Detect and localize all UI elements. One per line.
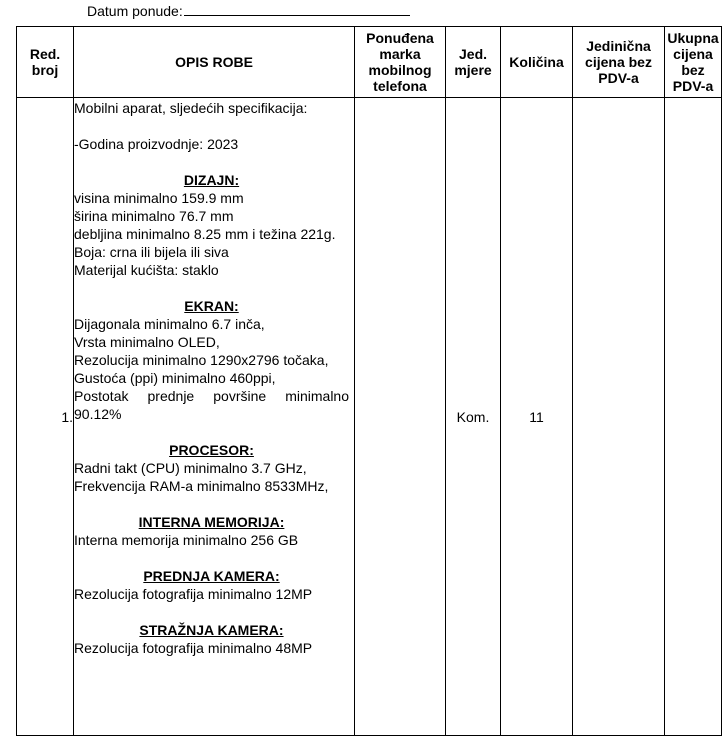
desc-line: debljina minimalno 8.25 mm i težina 221g.	[74, 226, 336, 242]
desc-line: Boja: crna ili bijela ili siva	[74, 244, 229, 260]
col-ukupna-cijena: Ukupna cijena bez PDV-a	[665, 27, 722, 98]
table-row	[17, 98, 722, 736]
cell-kolicina: 11	[501, 98, 573, 736]
section-ekran-title: EKRAN:	[184, 298, 239, 314]
col-ponudena-marka: Ponuđena marka mobilnog telefona	[355, 27, 446, 98]
section-dizajn-title: DIZAJN:	[183, 172, 240, 188]
section-prednja-kamera-title: PREDNJA KAMERA:	[143, 568, 280, 584]
cell-ukupna-cijena[interactable]	[665, 98, 722, 736]
section-straznja-kamera-title: STRAŽNJA KAMERA:	[139, 622, 284, 638]
header-row	[17, 27, 722, 98]
cell-opis-robe	[74, 98, 355, 736]
desc-line: širina minimalno 76.7 mm	[74, 208, 234, 224]
col-kolicina: Količina	[501, 27, 573, 98]
desc-line: Materijal kućišta: staklo	[74, 262, 219, 278]
desc-intro: Mobilni aparat, sljedećih specifikacija:	[74, 100, 308, 116]
desc-line: visina minimalno 159.9 mm	[74, 190, 244, 206]
datum-ponude	[87, 1, 410, 19]
desc-line: Rezolucija fotografija minimalno 48MP	[74, 640, 313, 656]
col-jedinicna-cijena: Jedinična cijena bez PDV-a	[573, 27, 665, 98]
cell-ponudena-marka[interactable]	[355, 98, 446, 736]
desc-line: Rezolucija fotografija minimalno 12MP	[74, 586, 313, 602]
datum-label: Datum ponude:	[87, 3, 183, 19]
desc-godina: -Godina proizvodnje: 2023	[74, 136, 239, 152]
section-procesor-title: PROCESOR:	[169, 442, 254, 458]
desc-line: Radni takt (CPU) minimalno 3.7 GHz,	[74, 460, 307, 476]
desc-line: Interna memorija minimalno 256 GB	[74, 532, 299, 548]
desc-line: Frekvencija RAM-a minimalno 8533MHz,	[74, 478, 329, 494]
desc-line: Gustoća (ppi) minimalno 460ppi,	[74, 370, 276, 386]
col-red-broj: Red. broj	[17, 27, 74, 98]
col-jed-mjere: Jed. mjere	[446, 27, 501, 98]
desc-line: Vrsta minimalno OLED,	[74, 334, 220, 350]
offer-table	[16, 26, 722, 736]
section-memorija-title: INTERNA MEMORIJA:	[138, 514, 285, 530]
cell-jed-mjere: Kom.	[446, 98, 501, 736]
col-opis-robe: OPIS ROBE	[74, 27, 355, 98]
desc-line: Rezolucija minimalno 1290x2796 točaka,	[74, 352, 329, 368]
datum-blank-line	[184, 1, 410, 16]
cell-red-broj: 1.	[17, 98, 74, 736]
cell-jedinicna-cijena[interactable]	[573, 98, 665, 736]
desc-line: Postotak prednje površine minimalno 90.12%	[74, 388, 350, 422]
desc-line: Dijagonala minimalno 6.7 inča,	[74, 316, 265, 332]
